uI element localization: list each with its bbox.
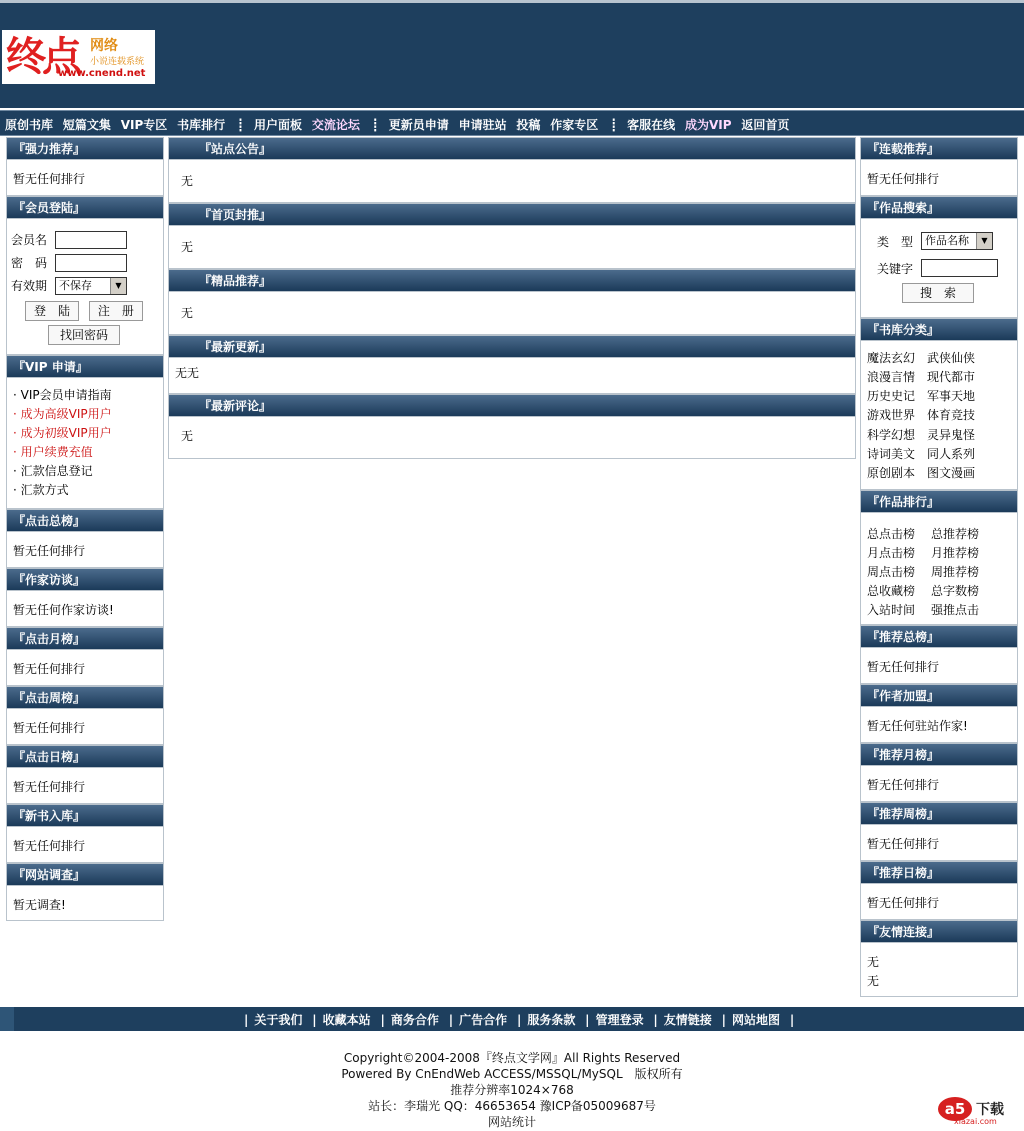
box-title: 『强力推荐』 bbox=[6, 137, 164, 160]
ranking-link[interactable]: 总字数榜 bbox=[931, 584, 980, 598]
nav-short-stories[interactable]: 短篇文集 bbox=[62, 118, 111, 132]
nav-user-panel[interactable]: 用户面板 bbox=[253, 118, 302, 132]
list-item[interactable]: · VIP会员申请指南 bbox=[13, 388, 112, 402]
list-item[interactable]: · 成为高级VIP用户 bbox=[13, 407, 112, 421]
ranking-link[interactable]: 月推荐榜 bbox=[931, 546, 980, 560]
category-link[interactable]: 体育竞技 bbox=[927, 408, 976, 423]
box-body: 暂无任何驻站作家! bbox=[867, 719, 968, 733]
box-title: 『推荐周榜』 bbox=[860, 802, 1018, 825]
box-title: 『书库分类』 bbox=[860, 318, 1018, 341]
logo-network-text: 网络 bbox=[90, 38, 118, 54]
expire-label: 有效期 bbox=[11, 279, 48, 293]
search-form bbox=[860, 219, 1018, 318]
list-item[interactable]: · 汇款方式 bbox=[13, 483, 69, 497]
box-body: 暂无任何排行 bbox=[13, 721, 86, 735]
chevron-down-icon: ▼ bbox=[976, 233, 992, 249]
category-link[interactable]: 图文漫画 bbox=[927, 465, 976, 480]
box-title: 『推荐总榜』 bbox=[860, 625, 1018, 648]
box-title: 『作品排行』 bbox=[860, 490, 1018, 513]
box-title: 『最新更新』 bbox=[168, 335, 856, 358]
username-label: 会员名 bbox=[11, 233, 48, 247]
box-title: 『作品搜索』 bbox=[860, 196, 1018, 219]
nav-become-vip[interactable]: 成为VIP bbox=[685, 118, 732, 132]
ranking-link[interactable]: 总推荐榜 bbox=[931, 527, 980, 541]
keyword-label: 关键字 bbox=[877, 261, 914, 276]
site-logo[interactable] bbox=[2, 30, 155, 84]
box-body: 暂无调查! bbox=[13, 898, 66, 912]
chevron-down-icon: ▼ bbox=[110, 278, 126, 294]
main-column bbox=[168, 137, 856, 459]
ranking-link[interactable]: 总点击榜 bbox=[867, 527, 916, 541]
stats-link[interactable]: 网站统计 bbox=[487, 1115, 536, 1129]
box-title: 『作家访谈』 bbox=[6, 568, 164, 591]
footer-bookmark[interactable]: 收藏本站 bbox=[322, 1013, 371, 1027]
box-title: 『推荐月榜』 bbox=[860, 743, 1018, 766]
box-title: 『会员登陆』 bbox=[6, 196, 164, 219]
friend-link[interactable]: 无 bbox=[867, 955, 880, 969]
ranking-link[interactable]: 月点击榜 bbox=[867, 546, 916, 560]
ranking-link[interactable]: 周推荐榜 bbox=[931, 565, 980, 579]
box-title: 『精品推荐』 bbox=[168, 269, 856, 292]
category-link[interactable]: 原创剧本 bbox=[867, 465, 916, 480]
right-column bbox=[860, 137, 1018, 997]
box-body: 无 bbox=[181, 240, 194, 254]
box-title: 『作者加盟』 bbox=[860, 684, 1018, 707]
copyright-text: Copyright©2004-2008『终点文学网』All Rights Reserved bbox=[343, 1051, 681, 1065]
box-title: 『推荐日榜』 bbox=[860, 861, 1018, 884]
expire-select[interactable]: 不保存 ▼ bbox=[55, 277, 127, 295]
watermark-logo: a5 下载 xiazai.com bbox=[938, 1095, 1018, 1125]
login-button[interactable]: 登 陆 bbox=[25, 301, 79, 321]
box-body: 暂无任何排行 bbox=[13, 172, 86, 186]
nav-original-library[interactable]: 原创书库 bbox=[5, 118, 54, 132]
resolution-text: 推荐分辨率1024×768 bbox=[450, 1083, 574, 1097]
box-title: 『友情连接』 bbox=[860, 920, 1018, 943]
category-link[interactable]: 历史史记 bbox=[867, 389, 916, 404]
category-link[interactable]: 现代都市 bbox=[927, 370, 976, 385]
logo-url: www.cnend.net bbox=[58, 68, 146, 79]
nav-submit[interactable]: 投稿 bbox=[516, 118, 541, 132]
nav-forum[interactable]: 交流论坛 bbox=[311, 118, 360, 132]
left-column bbox=[6, 137, 164, 921]
friend-link[interactable]: 无 bbox=[867, 974, 880, 988]
category-link[interactable]: 游戏世界 bbox=[867, 408, 916, 423]
nav-apply-resident[interactable]: 申请驻站 bbox=[458, 118, 507, 132]
box-title: 『首页封推』 bbox=[168, 203, 856, 226]
box-title: 『点击月榜』 bbox=[6, 627, 164, 650]
box-title: 『点击总榜』 bbox=[6, 509, 164, 532]
nav-support-online[interactable]: 客服在线 bbox=[627, 118, 676, 132]
box-body: 暂无任何排行 bbox=[867, 896, 940, 910]
box-body: 暂无任何排行 bbox=[867, 778, 940, 792]
category-list bbox=[861, 341, 1017, 489]
header-banner bbox=[0, 0, 1024, 108]
box-body: 暂无任何排行 bbox=[867, 172, 940, 186]
nav-author-zone[interactable]: 作家专区 bbox=[550, 118, 599, 132]
box-body: 暂无任何排行 bbox=[13, 544, 86, 558]
box-body: 暂无任何排行 bbox=[13, 780, 86, 794]
box-title: 『VIP 申请』 bbox=[6, 355, 164, 378]
copyright-block bbox=[0, 1050, 1024, 1130]
box-body: 暂无任何排行 bbox=[13, 662, 86, 676]
category-link[interactable]: 武侠仙侠 bbox=[927, 351, 976, 365]
nav-separator: ┋ bbox=[610, 118, 618, 132]
nav-back-home[interactable]: 返回首页 bbox=[741, 118, 790, 132]
box-title: 『站点公告』 bbox=[168, 137, 856, 160]
ranking-link[interactable]: 周点击榜 bbox=[867, 565, 916, 579]
keyword-input[interactable] bbox=[921, 259, 998, 277]
box-title: 『点击日榜』 bbox=[6, 745, 164, 768]
box-title: 『新书入库』 bbox=[6, 804, 164, 827]
footer-about[interactable]: 关于我们 bbox=[254, 1013, 303, 1027]
footer-sitemap[interactable]: 网站地图 bbox=[732, 1013, 781, 1027]
footer-friend-links[interactable]: 友情链接 bbox=[663, 1013, 712, 1027]
login-form bbox=[6, 219, 164, 355]
type-label: 类 型 bbox=[877, 234, 914, 249]
box-body: 暂无任何排行 bbox=[867, 660, 940, 674]
vip-list bbox=[7, 378, 163, 508]
box-body: 暂无任何作家访谈! bbox=[13, 603, 114, 617]
type-select[interactable]: 作品名称 ▼ bbox=[921, 232, 993, 250]
ranking-link[interactable]: 强推点击 bbox=[931, 603, 980, 617]
category-link[interactable]: 魔法玄幻 bbox=[867, 351, 916, 365]
forgot-password-button[interactable]: 找回密码 bbox=[48, 325, 120, 345]
list-item[interactable]: · 成为初级VIP用户 bbox=[13, 426, 112, 440]
footer-terms[interactable]: 服务条款 bbox=[527, 1013, 576, 1027]
username-input[interactable] bbox=[55, 231, 127, 249]
box-title: 『连载推荐』 bbox=[860, 137, 1018, 160]
nav-updater-apply[interactable]: 更新员申请 bbox=[388, 118, 449, 132]
nav-vip-zone[interactable]: VIP专区 bbox=[120, 118, 168, 132]
friend-links bbox=[861, 943, 1017, 996]
category-link[interactable]: 同人系列 bbox=[927, 446, 976, 461]
footer-nav: | 关于我们 | 收藏本站 | 商务合作 | 广告合作 | 服务条款 | 管理登录 | 友情链接 | 网站地图 | bbox=[0, 1007, 1024, 1031]
footer-ads[interactable]: 广告合作 bbox=[459, 1013, 508, 1027]
ranking-link[interactable]: 入站时间 bbox=[867, 603, 916, 617]
logo-main-text: 终点 bbox=[6, 33, 78, 80]
search-button[interactable]: 搜 索 bbox=[902, 283, 974, 303]
nav-library-ranking[interactable]: 书库排行 bbox=[177, 118, 226, 132]
nav-separator: ┋ bbox=[371, 118, 379, 132]
box-title: 『网站调查』 bbox=[6, 863, 164, 886]
category-link[interactable]: 浪漫言情 bbox=[867, 370, 916, 385]
box-body: 暂无任何排行 bbox=[867, 837, 940, 851]
footer-admin-login[interactable]: 管理登录 bbox=[595, 1013, 644, 1027]
box-body: 暂无任何排行 bbox=[13, 839, 86, 853]
footer-business[interactable]: 商务合作 bbox=[390, 1013, 439, 1027]
register-button[interactable]: 注 册 bbox=[89, 301, 143, 321]
main-nav bbox=[0, 110, 1024, 136]
box-body: 无 bbox=[181, 306, 194, 320]
box-title: 『点击周榜』 bbox=[6, 686, 164, 709]
box-body: 无 bbox=[181, 174, 194, 188]
box-body: 无 bbox=[181, 429, 194, 443]
password-input[interactable] bbox=[55, 254, 127, 272]
watermark-icon: a5 bbox=[938, 1097, 972, 1121]
list-item[interactable]: · 用户续费充值 bbox=[13, 445, 93, 459]
category-link[interactable]: 灵异鬼怪 bbox=[927, 427, 976, 442]
category-link[interactable]: 军事天地 bbox=[927, 389, 976, 404]
category-link[interactable]: 科学幻想 bbox=[867, 427, 916, 442]
list-item[interactable]: · 汇款信息登记 bbox=[13, 464, 93, 478]
logo-subtitle: 小说连载系统 bbox=[90, 57, 145, 67]
ranking-list bbox=[861, 513, 1017, 624]
owner-text: 站长：李瑞光 QQ：46653654 豫ICP备05009687号 bbox=[368, 1099, 656, 1113]
powered-text: Powered By CnEndWeb ACCESS/MSSQL/MySQL 版权所有 bbox=[341, 1067, 683, 1081]
box-body: 无无 bbox=[175, 366, 200, 380]
category-link[interactable]: 诗词美文 bbox=[867, 446, 916, 461]
nav-separator: ┋ bbox=[236, 118, 245, 132]
box-title: 『最新评论』 bbox=[168, 394, 856, 417]
ranking-link[interactable]: 总收藏榜 bbox=[867, 584, 916, 598]
password-label: 密 码 bbox=[11, 256, 48, 270]
